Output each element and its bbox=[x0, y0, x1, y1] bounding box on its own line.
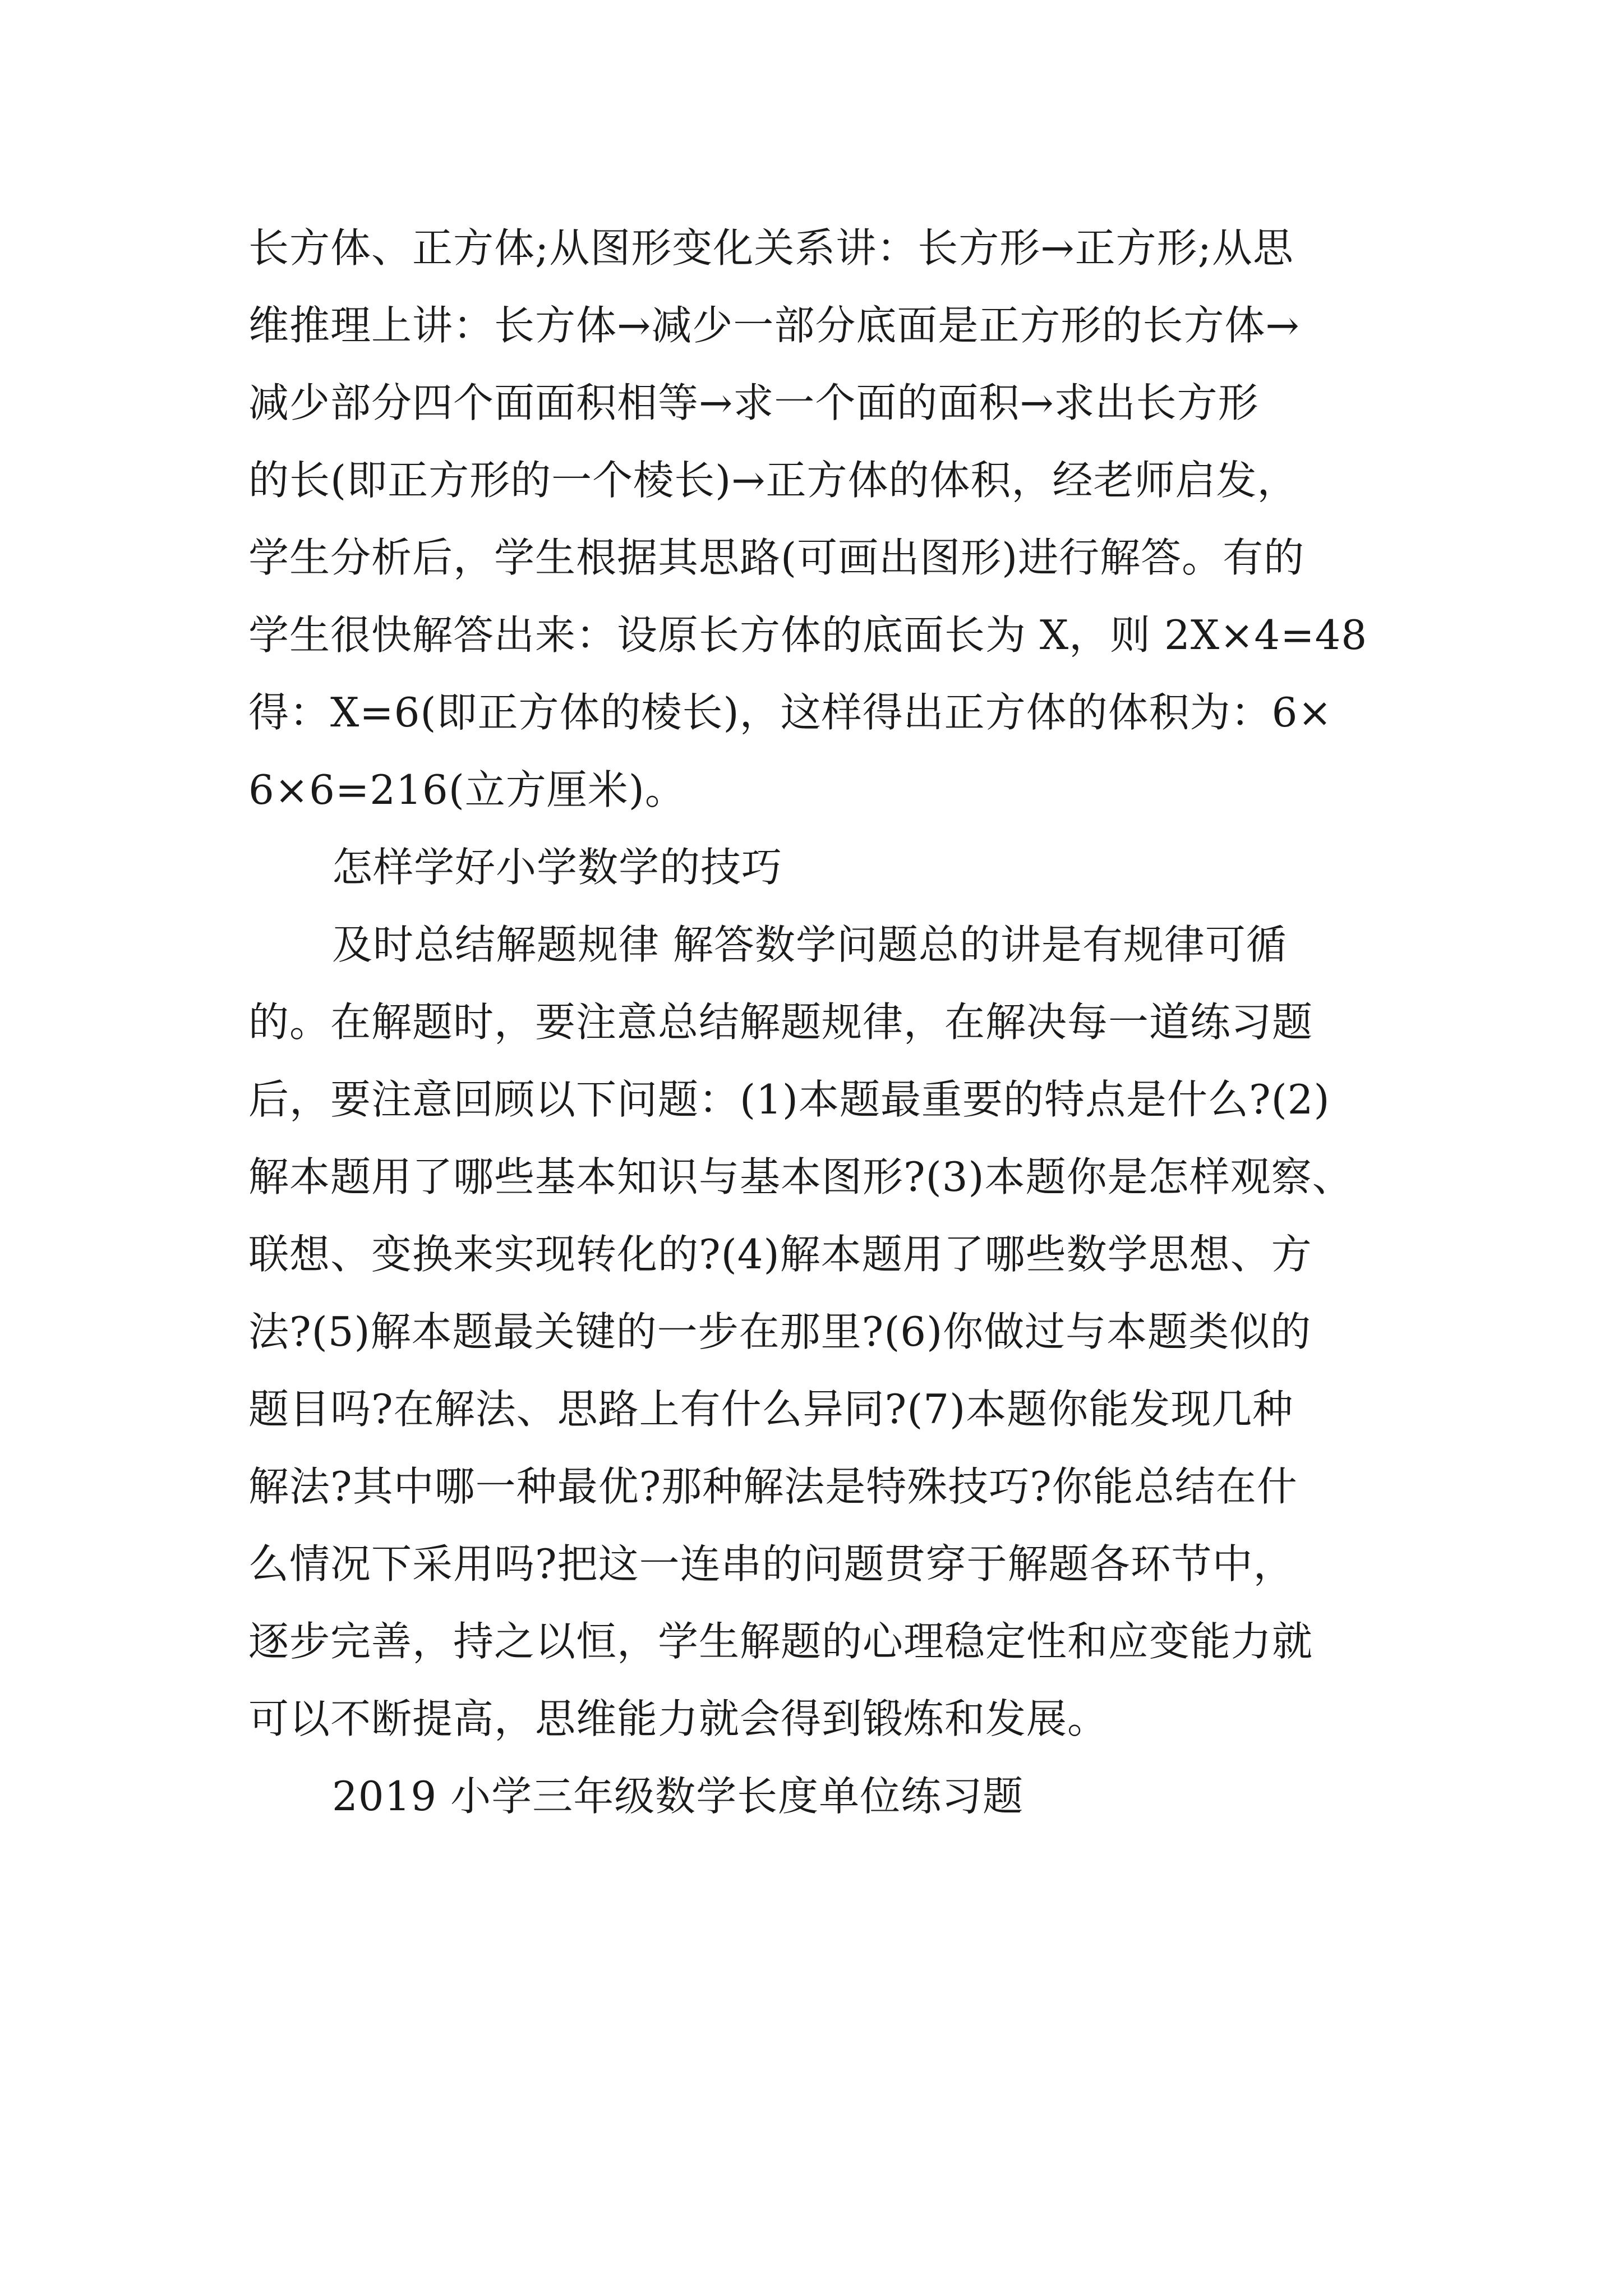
paragraph-line: 得：X=6(即正方体的棱长)，这样得出正方体的体积为：6× bbox=[248, 689, 1332, 736]
section-heading: 2019 小学三年级数学长度单位练习题 bbox=[332, 1773, 1024, 1820]
paragraph-line: 及时总结解题规律 解答数学问题总的讲是有规律可循 bbox=[332, 921, 1287, 968]
paragraph-line: 解法?其中哪一种最优?那种解法是特殊技巧?你能总结在什 bbox=[248, 1463, 1298, 1510]
paragraph-line: 6×6=216(立方厘米)。 bbox=[248, 766, 686, 813]
paragraph-line: 逐步完善，持之以恒，学生解题的心理稳定性和应变能力就 bbox=[248, 1618, 1313, 1665]
paragraph-line: 减少部分四个面面积相等→求一个面的面积→求出长方形 bbox=[248, 379, 1259, 426]
paragraph-line: 么情况下采用吗?把这一连串的问题贯穿于解题各环节中， bbox=[248, 1540, 1294, 1588]
paragraph-line: 后，要注意回顾以下问题：(1)本题最重要的特点是什么?(2) bbox=[248, 1076, 1330, 1123]
paragraph-line: 可以不断提高，思维能力就会得到锻炼和发展。 bbox=[248, 1695, 1109, 1742]
paragraph-line: 法?(5)解本题最关键的一步在那里?(6)你做过与本题类似的 bbox=[248, 1308, 1312, 1355]
paragraph-line: 学生很快解答出来：设原长方体的底面长为 X，则 2X×4=48 bbox=[248, 611, 1368, 659]
section-heading: 怎样学好小学数学的技巧 bbox=[332, 844, 783, 891]
paragraph-line: 题目吗?在解法、思路上有什么异同?(7)本题你能发现几种 bbox=[248, 1386, 1294, 1433]
paragraph-line: 的长(即正方形的一个棱长)→正方体的体积，经老师启发， bbox=[248, 457, 1298, 504]
paragraph-line: 学生分析后，学生根据其思路(可画出图形)进行解答。有的 bbox=[248, 534, 1305, 581]
paragraph-line: 的。在解题时，要注意总结解题规律，在解决每一道练习题 bbox=[248, 999, 1313, 1046]
paragraph-line: 解本题用了哪些基本知识与基本图形?(3)本题你是怎样观察、 bbox=[248, 1153, 1353, 1200]
paragraph-line: 联想、变换来实现转化的?(4)解本题用了哪些数学思想、方 bbox=[248, 1231, 1312, 1278]
paragraph-line: 长方体、正方体;从图形变化关系讲：长方形→正方形;从思 bbox=[248, 224, 1294, 272]
paragraph-line: 维推理上讲：长方体→减少一部分底面是正方形的长方体→ bbox=[248, 302, 1300, 349]
